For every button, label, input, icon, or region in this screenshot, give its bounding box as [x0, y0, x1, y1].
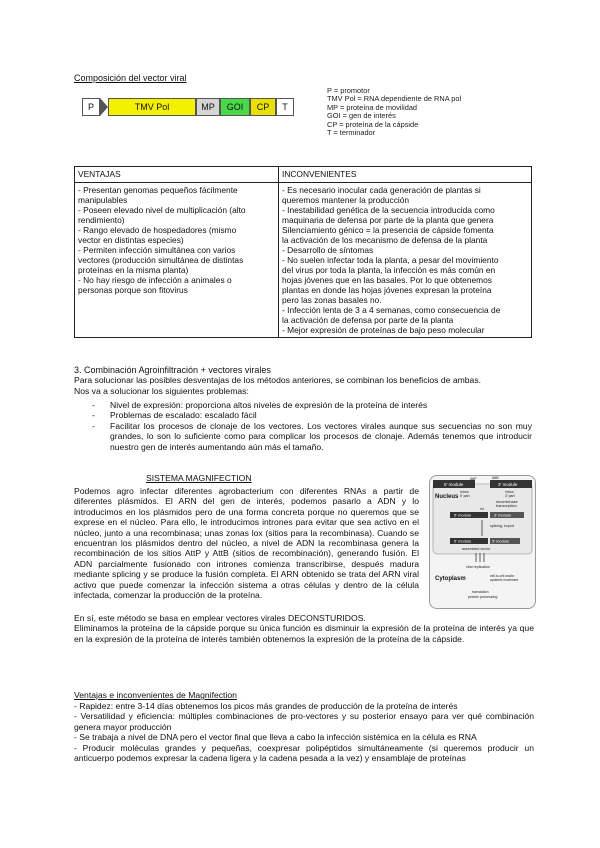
- legend-line: MP = proteína de movilidad: [327, 102, 418, 112]
- list-item: - Producir moléculas grandes y pequeñas, coexpresar polipéptidos simultáneamente (si queremos producir un anticuerpo podemos expresar la cadena ligera y la cadena pesada a la vez) y ensamblaje de proteínas: [74, 742, 534, 764]
- table-line: - Poseen elevado nivel de multiplicación (alto: [78, 205, 246, 215]
- promoter-arrow-icon: [100, 98, 108, 116]
- table-header-inconvenientes: INCONVENIENTES: [279, 167, 532, 183]
- list-item: [92, 410, 532, 420]
- fig-movement-label-2: systemic movement: [490, 578, 519, 582]
- list-item: - Rapidez: entre 3-14 días obtenemos los picos más grandes de producción de la proteína de interés: [74, 701, 458, 711]
- fig-splicing-label: splicing, export: [490, 524, 514, 528]
- table-line: la activación de defensa por parte de la planta: [282, 315, 454, 325]
- section-3: [74, 365, 534, 396]
- fig-translation-label: translation: [472, 590, 489, 594]
- table-line: - Es necesario inocular cada generación de plantas si: [282, 185, 481, 195]
- fig-assembled-label: assembled vector: [462, 547, 491, 551]
- fig-5-module-bottom: 5' module: [454, 538, 472, 544]
- table-line: - Mejor expresión de proteínas de bajo peso molecular: [282, 325, 485, 335]
- list-item: [92, 421, 532, 452]
- table-line: la activación de los mecanismo de defensa de la planta: [282, 235, 488, 245]
- vector-section-title: Composición del vector viral: [74, 73, 187, 83]
- table-line: queremos mantener la producción: [282, 195, 410, 205]
- list-item-text: Problemas de escalado: escalado fácil: [110, 410, 257, 421]
- fig-5-module-top: 5' module: [444, 482, 464, 487]
- table-line: - Inestabilidad genética de la secuencia introducida como: [282, 205, 495, 215]
- list-item: - Versatilidad y eficiencia: múltiples combinaciones de pro-vectores y su posterior ensayo para ver qué combinación genera mayor producción: [74, 711, 534, 732]
- table-line: del virus por toda la planta, la infección es más común en: [282, 265, 496, 275]
- fig-intron-label: intron: [460, 490, 469, 494]
- table-line: - Rango elevado de hospedadores (mismo: [78, 225, 237, 235]
- table-line: - No suelen infectar toda la planta, a pesar del movimiento: [282, 255, 499, 265]
- table-line: - No hay riesgo de infección a animales o: [78, 275, 232, 285]
- fig-nucleus-label: Nucleus: [435, 494, 459, 500]
- fig-3-module-bottom: 3' module: [492, 538, 510, 544]
- inconvenientes-cell: [279, 183, 532, 338]
- dash-bullet: -: [92, 400, 95, 410]
- list-item-text: Facilitar los procesos de clonaje de los vectores. Los vectores virales aunque sus secuencias no son muy grandes, lo son lo suficiente como para complicar los procesos de clonaje. Además tenemos que introducir nuestro gen de interés aumentando aún más el tamaño.: [110, 420, 532, 452]
- magnifection-summary: [74, 613, 534, 644]
- fig-3-module-mid: 3' module: [494, 512, 512, 518]
- fig-5-module-mid: 5' module: [454, 512, 472, 518]
- fig-cytoplasm-label: Cytoplasm: [435, 576, 466, 582]
- legend-line: GOI = gen de interés: [327, 111, 396, 121]
- list-item-text: Nivel de expresión: proporciona altos niveles de expresión de la proteína de interés: [110, 400, 428, 410]
- ventajas-inconvenientes-table: [74, 166, 532, 338]
- segment-mp: MP: [196, 98, 220, 116]
- magnifection-title: SISTEMA MAGNIFECTION: [146, 473, 252, 483]
- fig-movement-label: cell-to-cell and/or: [490, 574, 515, 578]
- section-3-intro-2: Nos va a solucionar los siguientes problemas:: [74, 385, 249, 396]
- table-line: hojas jóvenes que en las basales. Por lo que obtenemos: [282, 275, 492, 285]
- table-line: manipulables: [78, 195, 128, 205]
- fig-3-part-label: 3' part: [505, 494, 515, 498]
- viral-vector-diagram: [82, 97, 294, 117]
- dash-bullet: -: [92, 420, 95, 431]
- fig-transcription-label: transcription: [496, 504, 517, 508]
- table-line: personas porque son fitovirus: [78, 285, 188, 295]
- fig-recombinase-label: recombinase: [496, 500, 518, 504]
- magnifection-figure: [429, 475, 536, 609]
- table-line: - Desarrollo de síntomas: [282, 245, 374, 255]
- table-line: plantas en donde las hojas jóvenes expresan la proteína: [282, 285, 492, 295]
- fig-5-part-label: 5' part: [460, 494, 470, 498]
- fig-attp-label: AttP: [470, 477, 477, 481]
- segment-cp: CP: [250, 98, 276, 116]
- segment-goi: GOI: [220, 98, 250, 116]
- summary-line: En sí, este método se basa en emplear vectores virales DECONSTURIDOS.: [74, 613, 366, 623]
- table-header-ventajas: VENTAJAS: [75, 167, 279, 183]
- fig-attb-label: AttB: [492, 476, 499, 480]
- magnifection-diagram: [430, 476, 535, 608]
- dash-bullet: -: [92, 410, 95, 421]
- table-line: rendimiento): [78, 215, 125, 225]
- table-line: Silenciamiento génico = la presencia de cápside fomenta: [282, 225, 494, 235]
- problems-list: [92, 400, 532, 452]
- vector-legend: [327, 87, 461, 137]
- table-line: proteínas en la misma planta): [78, 265, 189, 275]
- legend-line: T = terminador: [327, 128, 376, 138]
- legend-line: CP = proteína de la cápside: [327, 119, 419, 129]
- segment-promoter: P: [82, 98, 100, 116]
- fig-int-label: int: [480, 507, 484, 511]
- ventajas-cell: [75, 183, 279, 338]
- ventajas-magnifection-title: Ventajas e inconvenientes de Magnifection: [74, 690, 237, 700]
- list-item: [92, 400, 532, 410]
- table-line: pero las zonas basales no.: [282, 295, 382, 305]
- summary-paragraph: Eliminamos la proteína de la cápside porque su única función es disminuir la expresión de la proteína de interés ya que en la expresión de la proteína de interés también obtenemos la expresión de la proteína de la cápside.: [74, 623, 534, 644]
- ventajas-magnifection-list: [74, 701, 534, 763]
- legend-line: P = promotor: [327, 86, 370, 95]
- fig-processing-label: protein processing: [468, 595, 498, 599]
- segment-tmv-pol: TMV Pol: [108, 98, 196, 116]
- list-item: - Se trabaja a nivel de DNA pero el vector final que lleva a cabo la infección sistémica en la célula es RNA: [74, 732, 477, 743]
- section-3-intro: Para solucionar las posibles desventajas de los métodos anteriores, se combinan los beneficios de ambas.: [74, 375, 481, 386]
- table-line: - Presentan genomas pequeños fácilmente: [78, 185, 238, 195]
- fig-intron-label-2: intron: [505, 490, 514, 494]
- table-line: maquinaria de defensa por parte de la planta que genera: [282, 215, 494, 225]
- legend-line: TMV Pol = RNA dependiente de RNA pol: [327, 94, 462, 104]
- section-3-title: 3. Combinación Agroinfiltración + vectores virales: [74, 365, 271, 375]
- magnifection-body: Podemos agro infectar diferentes agrobacterium con diferentes RNAs a partir de diferentes plásmidos. El ARN del gen de interés, podemos pasarlo a ADN y lo introducimos en los plásmidos pero de una forma concreta porque no queremos que se exprese en el núcleo. Para ello, le introducimos intrones para evitar que sea activo en el núcleo, junto a una recombinasa; unas zonas lox (sitios para la recombinasa). Cuando se encuentran los plásmidos dentro del núcleo, a nivel de ADN la recombinasa genera la recombinación de los sitios AttP y AttB (sitios de recombinación), generando fusión. El ADN parcialmente fusionado con intrones comienza transcribirse, después madura mediante splicing y se produce la fusión completa. El ARN obtenido se trata del ARN viral activo que puede comenzar la infección sistema a otras células y dentro de la célula infectada, comenzar la producción de la proteína.: [74, 486, 419, 601]
- table-line: vector en distintas especies): [78, 235, 184, 245]
- fig-3-module-top: 3' module: [498, 482, 518, 487]
- table-line: vectores (producción simultánea de distintas: [78, 255, 244, 265]
- fig-replication-label: viral replication: [466, 565, 490, 569]
- table-line: - Permiten infección simultánea con varios: [78, 245, 236, 255]
- segment-terminator: T: [276, 98, 294, 116]
- table-line: - Infección lenta de 3 a 4 semanas, como consecuencia de: [282, 305, 501, 315]
